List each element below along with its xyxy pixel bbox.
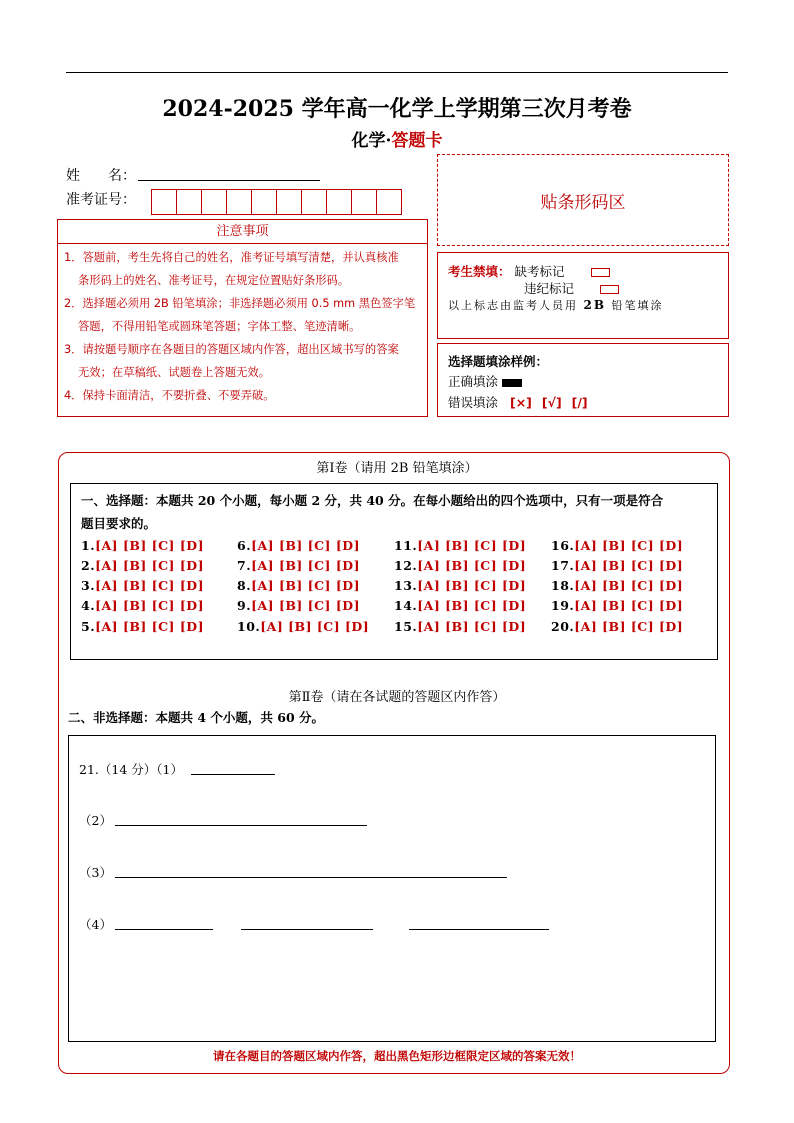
subtitle-suffix: 答题卡 [391,131,443,151]
mcq-question[interactable] [394,619,526,634]
wrong-mark-cross: [×] [510,395,532,410]
id-label: 准考证号： [66,192,136,208]
answer-options[interactable]: [A] [B] [C] [D] [574,538,684,553]
mcq-question[interactable] [551,598,683,613]
absent-label: 缺考标记 [514,264,565,279]
question-number: 5. [81,619,96,634]
absent-mark-box[interactable] [591,268,610,277]
proctor-note-suffix: 铅笔填涂 [611,299,664,312]
mcq-question[interactable] [237,619,369,634]
id-digit-box[interactable] [351,189,377,215]
q21-4-label: （4） [79,917,112,932]
wrong-mark-slash: [/] [571,395,588,410]
mcq-question[interactable] [237,538,360,553]
question-number: 14. [394,598,418,613]
note-line: 条形码上的姓名、准考证号，在规定位置贴好条形码。 [78,274,350,287]
question-number: 3. [81,578,96,593]
proctor-note-prefix: 以上标志由监考人员用 [448,299,578,312]
id-digit-box[interactable] [376,189,402,215]
note-line: 3．请按题号顺序在各题目的答题区域内作答，超出区域书写的答案 [64,343,399,356]
q21-3-label: （3） [79,865,112,880]
q21-label: 21.（14 分）（1） [79,762,183,777]
question-number: 20. [551,619,575,634]
answer-options[interactable]: [A] [B] [C] [D] [260,619,370,634]
note-line: 答题，不得用铅笔或圆珠笔答题；字体工整、笔迹清晰。 [78,320,361,333]
question-number: 11. [394,538,418,553]
question-number: 15. [394,619,418,634]
answer-options[interactable]: [A] [B] [C] [D] [417,578,527,593]
page-title: 2024-2025 学年高一化学上学期第三次月考卷 [162,96,632,122]
id-digit-box[interactable] [226,189,252,215]
mcq-question[interactable] [237,578,360,593]
answer-options[interactable]: [A] [B] [C] [D] [95,538,204,553]
correct-fill-label: 正确填涂 [448,374,499,389]
notes-box [57,243,428,417]
page-subtitle [0,126,794,151]
id-digit-box[interactable] [176,189,202,215]
part2-title: 第Ⅱ卷（请在各试题的答题区内作答） [288,690,506,705]
answer-options[interactable]: [A] [B] [C] [D] [95,598,204,613]
note-line: 2．选择题必须用 2B 铅笔填涂；非选择题必须用 0.5 mm 黑色签字笔 [64,297,416,310]
barcode-label: 贴条形码区 [540,192,626,213]
q21-4-blank-2[interactable] [241,929,373,930]
mcq-question[interactable] [237,558,360,573]
wrong-mark-check: [√] [541,395,562,410]
q21-4-blank-3[interactable] [409,929,549,930]
mcq-box [70,483,718,660]
mcq-question[interactable] [81,598,204,613]
id-digit-box[interactable] [326,189,352,215]
note-line: 无效；在草稿纸、试题卷上答题无效。 [78,366,271,379]
question-number: 13. [394,578,418,593]
id-digit-box[interactable] [251,189,277,215]
answer-options[interactable]: [A] [B] [C] [D] [417,538,527,553]
mcq-question[interactable] [551,558,683,573]
q21-answer-box [68,735,716,1042]
mcq-question[interactable] [81,619,204,634]
mcq-question[interactable] [81,558,204,573]
id-digit-box[interactable] [301,189,327,215]
question-number: 18. [551,578,575,593]
notes-heading: 注意事项 [57,219,428,244]
question-number: 2. [81,558,96,573]
mcq-question[interactable] [394,538,526,553]
mcq-instruction-cont: 题目要求的。 [81,516,157,531]
mcq-question[interactable] [394,578,526,593]
answer-options[interactable]: [A] [B] [C] [D] [251,578,360,593]
question-number: 6. [237,538,252,553]
answer-options[interactable]: [A] [B] [C] [D] [417,598,527,613]
mcq-question[interactable] [551,619,683,634]
question-number: 16. [551,538,575,553]
answer-options[interactable]: [A] [B] [C] [D] [574,619,684,634]
mcq-instruction: 一、选择题：本题共 20 个小题，每小题 2 分，共 40 分。在每小题给出的四个选项中，只有一项是符合 [81,493,664,508]
note-line: 1．答题前，考生先将自己的姓名，准考证号填写清楚，并认真核准 [64,251,399,264]
barcode-area [437,154,729,246]
id-digit-box[interactable] [276,189,302,215]
violation-label: 违纪标记 [524,281,575,296]
q21-4-blank-1[interactable] [115,929,213,930]
question-number: 9. [237,598,252,613]
question-number: 7. [237,558,252,573]
name-field[interactable] [138,180,320,181]
mcq-question[interactable] [81,578,204,593]
answer-options[interactable]: [A] [B] [C] [D] [251,558,360,573]
question-number: 17. [551,558,575,573]
violation-mark-box[interactable] [600,285,619,294]
mcq-question[interactable] [551,538,683,553]
subtitle-prefix: 化学· [351,131,392,151]
fill-sample-box [437,343,729,417]
question-number: 8. [237,578,252,593]
answer-options[interactable]: [A] [B] [C] [D] [251,598,360,613]
answer-options[interactable]: [A] [B] [C] [D] [95,619,204,634]
answer-options[interactable]: [A] [B] [C] [D] [574,578,684,593]
question-number: 4. [81,598,96,613]
answer-options[interactable]: [A] [B] [C] [D] [574,558,684,573]
forbid-label: 考生禁填： [448,264,511,279]
proctor-marks-box [437,252,729,339]
answer-options[interactable]: [A] [B] [C] [D] [95,578,204,593]
part1-title: 第Ⅰ卷（请用 2B 铅笔填涂） [316,461,478,476]
proctor-note-bold: 2B [583,298,606,312]
id-number-boxes[interactable] [152,189,402,215]
answer-options[interactable]: [A] [B] [C] [D] [95,558,204,573]
mcq-question[interactable] [81,538,204,553]
question-number: 10. [237,619,261,634]
mcq-question[interactable] [237,598,360,613]
note-line: 4．保持卡面清洁，不要折叠、不要弄破。 [64,389,275,402]
question-number: 19. [551,598,575,613]
wrong-fill-label: 错误填涂 [448,395,499,410]
sample-title: 选择题填涂样例： [448,354,549,369]
footer-warning: 请在各题目的答题区域内作答，超出黑色矩形边框限定区域的答案无效！ [213,1049,581,1063]
q21-1-blank[interactable] [191,774,275,775]
part2-instruction: 二、非选择题：本题共 4 个小题，共 60 分。 [68,710,325,725]
q21-2-blank[interactable] [115,825,367,826]
correct-fill-sample [502,379,522,387]
top-rule [66,72,728,73]
id-digit-box[interactable] [201,189,227,215]
q21-2-label: （2） [79,813,112,828]
mcq-question[interactable] [394,598,526,613]
answer-options[interactable]: [A] [B] [C] [D] [574,598,684,613]
question-number: 1. [81,538,96,553]
mcq-question[interactable] [551,578,683,593]
answer-options[interactable]: [A] [B] [C] [D] [417,558,527,573]
answer-options[interactable]: [A] [B] [C] [D] [251,538,360,553]
name-label: 姓 名： [66,168,136,184]
answer-options[interactable]: [A] [B] [C] [D] [417,619,527,634]
q21-3-blank[interactable] [115,877,507,878]
question-number: 12. [394,558,418,573]
mcq-question[interactable] [394,558,526,573]
id-digit-box[interactable] [151,189,177,215]
